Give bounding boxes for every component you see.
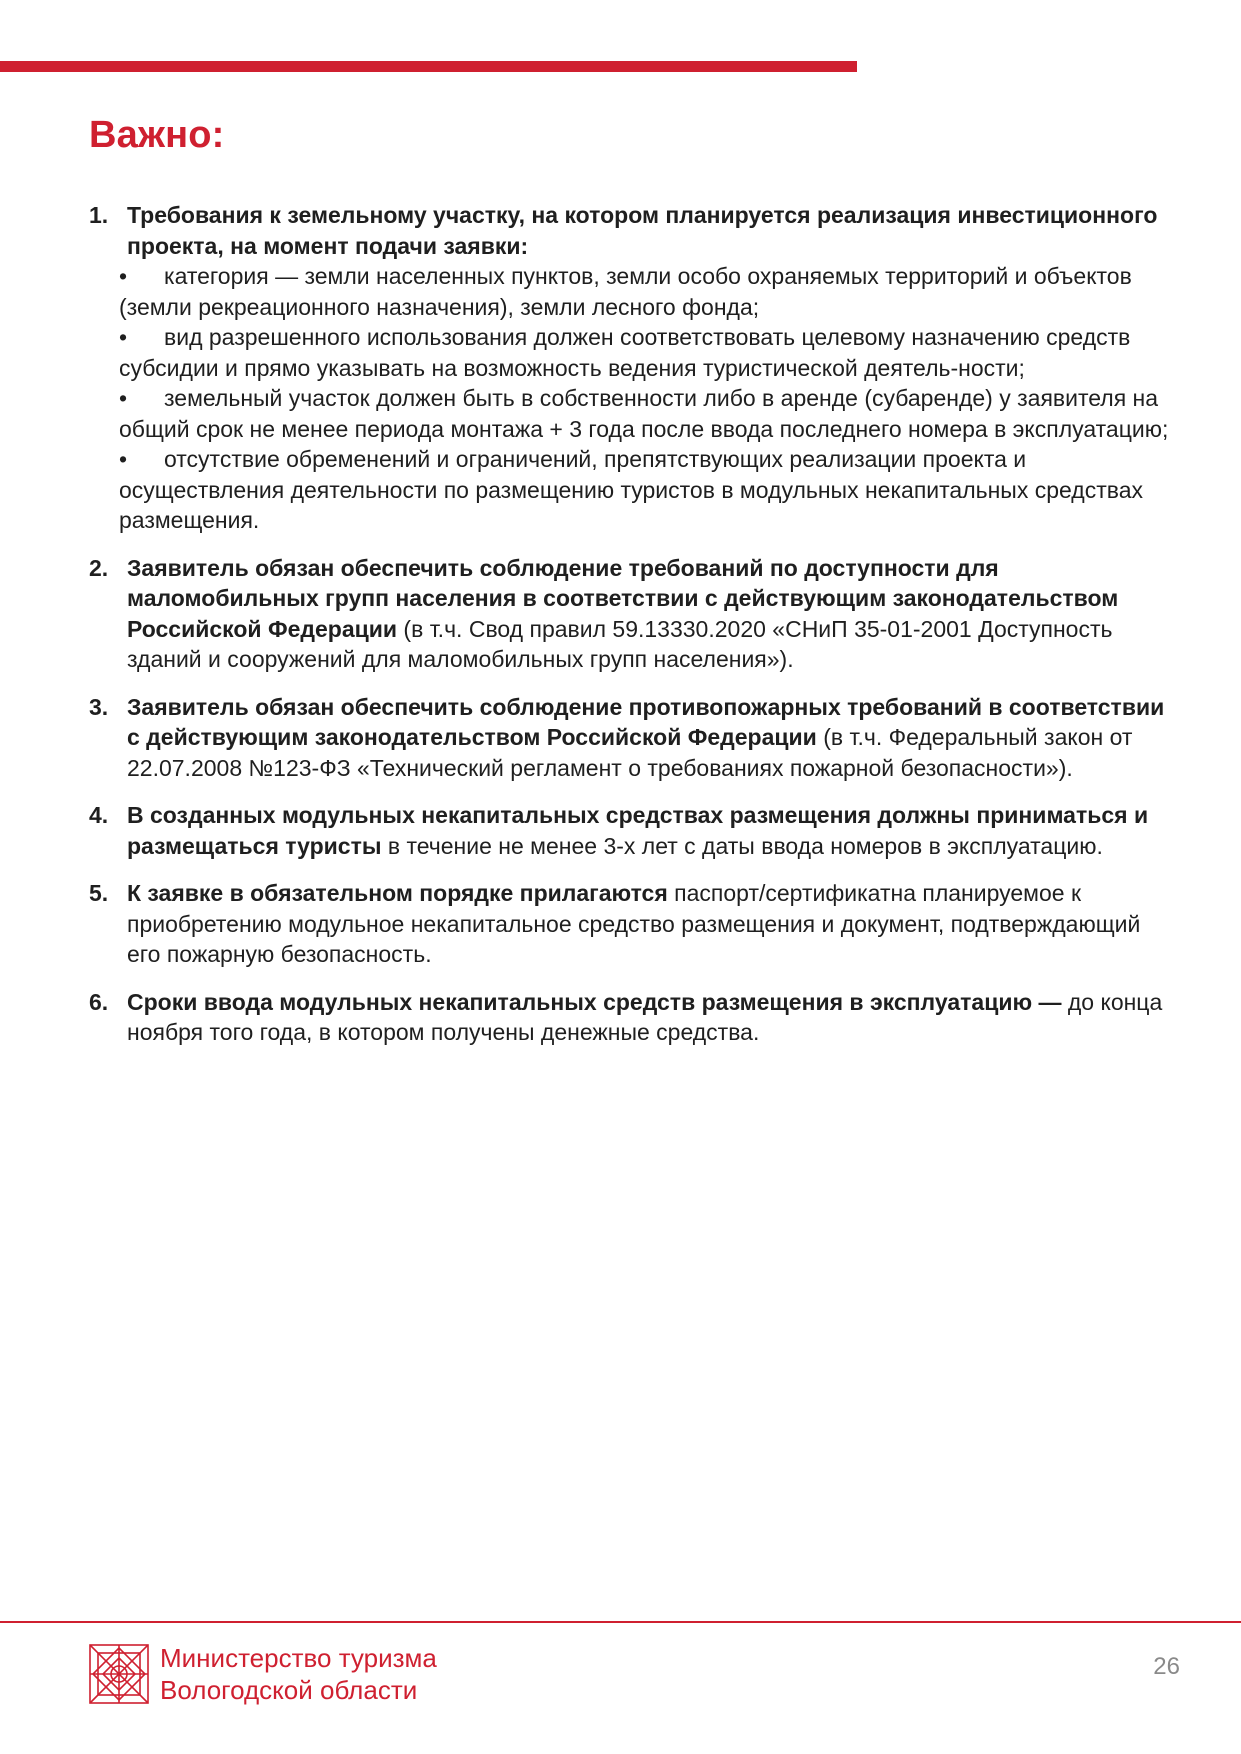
item-number: 3. bbox=[89, 693, 109, 720]
list-item bbox=[89, 553, 1179, 675]
list-item bbox=[89, 692, 1179, 784]
bullet-text: вид разрешенного использования должен соответствовать целевому назначению средств субсидии и прямо указывать на возможность ведения туристической деятель-ности; bbox=[119, 324, 1131, 381]
bullet-text: отсутствие обременений и ограничений, препятствующих реализации проекта и осуществления деятельности по размещению туристов в модульных некапитальных средствах размещения. bbox=[119, 446, 1144, 533]
bullet-item bbox=[119, 322, 1179, 383]
item-text: (в т.ч. Свод правил 59.13330.2020 «СНиП 35-01-2001 Доступность зданий и сооружений для маломобильных групп населения»). bbox=[127, 615, 1113, 672]
page-title: Важно: bbox=[89, 114, 225, 156]
ministry-line-2: Вологодской области bbox=[160, 1675, 418, 1705]
item-text: до конца ноября того года, в котором получены денежные средства. bbox=[127, 988, 1163, 1045]
list-item bbox=[89, 878, 1179, 970]
bullet-dot-icon: • bbox=[119, 263, 128, 289]
item-bold-text: Сроки ввода модульных некапитальных средств размещения в эксплуатацию — bbox=[127, 988, 1062, 1015]
page-number: 26 bbox=[1153, 1653, 1180, 1680]
item-text: паспорт/сертификатна планируемое к приобретению модульное некапитальное средство размещения и документ, подтверждающий его пожарную безопасность. bbox=[127, 880, 1141, 967]
item-number: 5. bbox=[89, 880, 109, 906]
list-item bbox=[89, 987, 1179, 1048]
bullet-text: категория — земли населенных пунктов, земли особо охраняемых территорий и объектов (земли рекреационного назначения), земли лесного фонда; bbox=[119, 263, 1132, 320]
bullet-text: земельный участок должен быть в собственности либо в аренде (субаренде) у заявителя на общий срок не менее периода монтажа + 3 года после ввода последнего номера в эксплуатацию; bbox=[119, 385, 1169, 442]
footer-divider bbox=[0, 1621, 1241, 1623]
item-number: 2. bbox=[89, 554, 109, 581]
bullet-dot-icon: • bbox=[119, 446, 128, 472]
item-number: 1. bbox=[89, 202, 109, 228]
bullet-dot-icon: • bbox=[119, 385, 128, 411]
ministry-name bbox=[160, 1642, 437, 1706]
ministry-line-1: Министерство туризма bbox=[160, 1643, 437, 1673]
bullet-item bbox=[119, 261, 1179, 322]
bullet-list bbox=[89, 261, 1179, 536]
bullet-dot-icon: • bbox=[119, 324, 128, 350]
list-item bbox=[89, 200, 1179, 536]
item-bold-text: В созданных модульных некапитальных средствах размещения должны приниматься и размещаться туристы bbox=[127, 802, 1149, 859]
item-bold-text: Заявитель обязан обеспечить соблюдение требований по доступности для маломобильных групп населения в соответствии с действующим законодательством Российской Федерации bbox=[127, 554, 1119, 642]
item-text: (в т.ч. Федеральный закон от 22.07.2008 №123-ФЗ «Технический регламент о требованиях пожарной безопасности»). bbox=[127, 724, 1133, 781]
item-number: 4. bbox=[89, 802, 109, 828]
requirements-list bbox=[89, 200, 1179, 1065]
item-text: в течение не менее 3-х лет с даты ввода номеров в эксплуатацию. bbox=[381, 832, 1103, 859]
bullet-item bbox=[119, 383, 1179, 444]
bullet-item bbox=[119, 444, 1179, 536]
item-bold-text: К заявке в обязательном порядке прилагаются bbox=[127, 880, 668, 906]
item-number: 6. bbox=[89, 988, 109, 1015]
list-item bbox=[89, 800, 1179, 861]
top-accent-bar bbox=[0, 61, 857, 72]
ornament-logo-icon bbox=[89, 1644, 149, 1704]
item-bold-text: Требования к земельному участку, на котором планируется реализация инвестиционного проекта, на момент подачи заявки: bbox=[127, 202, 1158, 259]
item-bold-text: Заявитель обязан обеспечить соблюдение противопожарных требований в соответствии с действующим законодательством Российской Федерации bbox=[127, 693, 1165, 750]
